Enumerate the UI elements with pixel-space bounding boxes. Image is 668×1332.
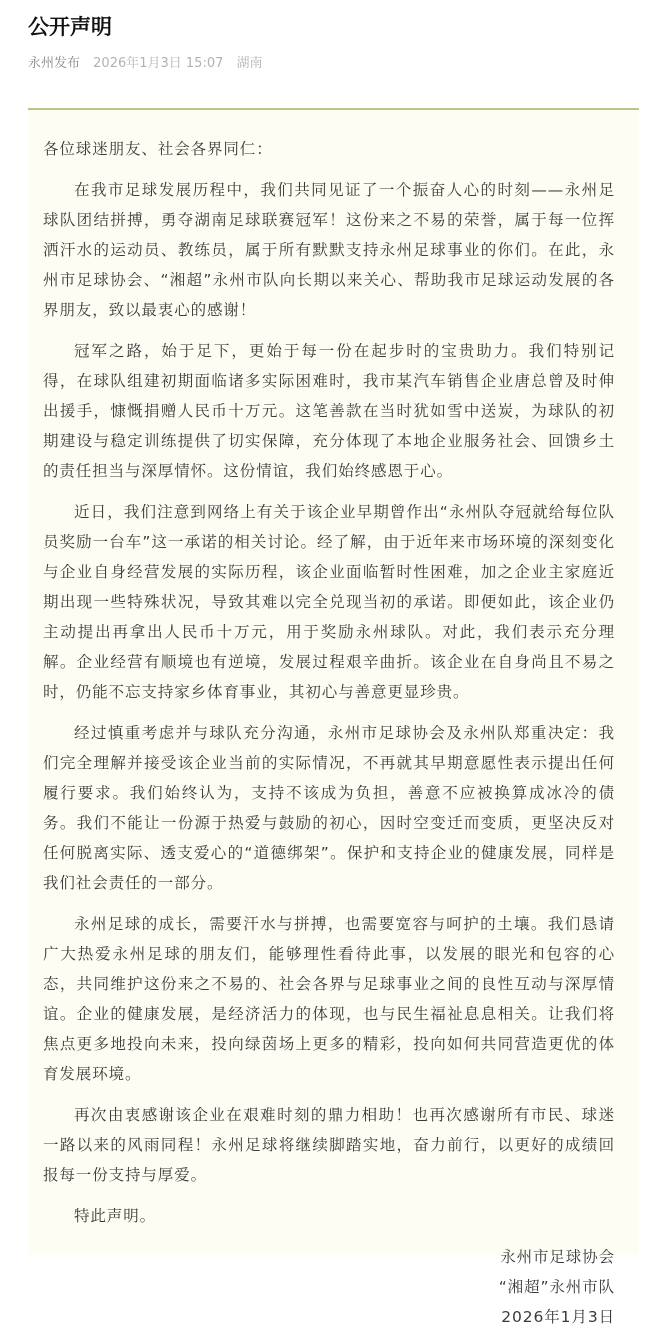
paragraph-1: 在我市足球发展历程中，我们共同见证了一个振奋人心的时刻——永州足球队团结拼搏，勇夺湖南足球联赛冠军！这份来之不易的荣誉，属于每一位挥洒汗水的运动员、教练员，属于所有默默支持永州足球事业的你们。在此，永州市足球协会、“湘超”永州市队向长期以来关心、帮助我市足球运动发展的各界朋友，致以最衷心的感谢！ (43, 181, 615, 319)
article-title: 公开声明 (28, 15, 112, 39)
article-meta (28, 55, 640, 73)
paragraph-2: 冠军之路，始于足下，更始于每一份在起步时的宝贵助力。我们特别记得，在球队组建初期面临诸多实际困难时，我市某汽车销售企业唐总曾及时伸出援手，慷慨捐赠人民币十万元。这笔善款在当时犹如雪中送炭，为球队的初期建设与稳定训练提供了切实保障，充分体现了本地企业服务社会、回馈乡土的责任担当与深厚情怀。这份情谊，我们始终感恩于心。 (43, 342, 615, 480)
signature-org-team: “湘超”永州市队 (498, 1278, 615, 1296)
statement-body (43, 134, 615, 1332)
signature-date: 2026年1月3日 (501, 1308, 615, 1326)
closing-line: 特此声明。 (74, 1207, 157, 1225)
paragraph-5: 永州足球的成长，需要汗水与拼搏，也需要宽容与呵护的土壤。我们恳请广大热爱永州足球的朋友们，能够理性看待此事，以发展的眼光和包容的心态，共同维护这份来之不易的、社会各界与足球事业之间的良性互动与深厚情谊。企业的健康发展，是经济活力的体现，也与民生福祉息息相关。让我们将焦点更多地投向未来，投向绿茵场上更多的精彩，投向如何共同营造更优的体育发展环境。 (43, 915, 615, 1083)
publish-location: 湖南 (236, 56, 263, 71)
statement-panel (28, 108, 639, 1326)
paragraph-4: 经过慎重考虑并与球队充分沟通，永州市足球协会及永州队郑重决定：我们完全理解并接受该企业当前的实际情况，不再就其早期意愿性表示提出任何履行要求。我们始终认为，支持不该成为负担，善意不应被换算成冰冷的债务。我们不能让一份源于热爱与鼓励的初心，因时空变迁而变质，更坚决反对任何脱离实际、透支爱心的“道德绑架”。保护和支持企业的健康发展，同样是我们社会责任的一部分。 (43, 724, 615, 892)
article-header (28, 12, 640, 73)
paragraph-6: 再次由衷感谢该企业在艰难时刻的鼎力相助！也再次感谢所有市民、球迷一路以来的风雨同程！永州足球将继续脚踏实地，奋力前行，以更好的成绩回报每一份支持与厚爱。 (43, 1106, 615, 1184)
paragraph-3: 近日，我们注意到网络上有关于该企业早期曾作出“永州队夺冠就给每位队员奖励一台车”这一承诺的相关讨论。经了解，由于近年来市场环境的深刻变化与企业自身经营发展的实际历程，该企业面临暂时性困难，加之企业主家庭近期出现一些特殊状况，导致其难以完全兑现当初的承诺。即便如此，该企业仍主动提出再拿出人民币十万元，用于奖励永州球队。对此，我们表示充分理解。企业经营有顺境也有逆境，发展过程艰辛曲折。该企业在自身尚且不易之时，仍能不忘支持家乡体育事业，其初心与善意更显珍贵。 (43, 503, 615, 701)
article-source-link[interactable]: 永州发布 (28, 56, 81, 71)
signature-block (43, 1242, 615, 1332)
signature-org-association: 永州市足球协会 (500, 1248, 615, 1266)
salutation: 各位球迷朋友、社会各界同仁： (43, 140, 273, 158)
publish-time: 2026年1月3日 15:07 (93, 56, 224, 71)
